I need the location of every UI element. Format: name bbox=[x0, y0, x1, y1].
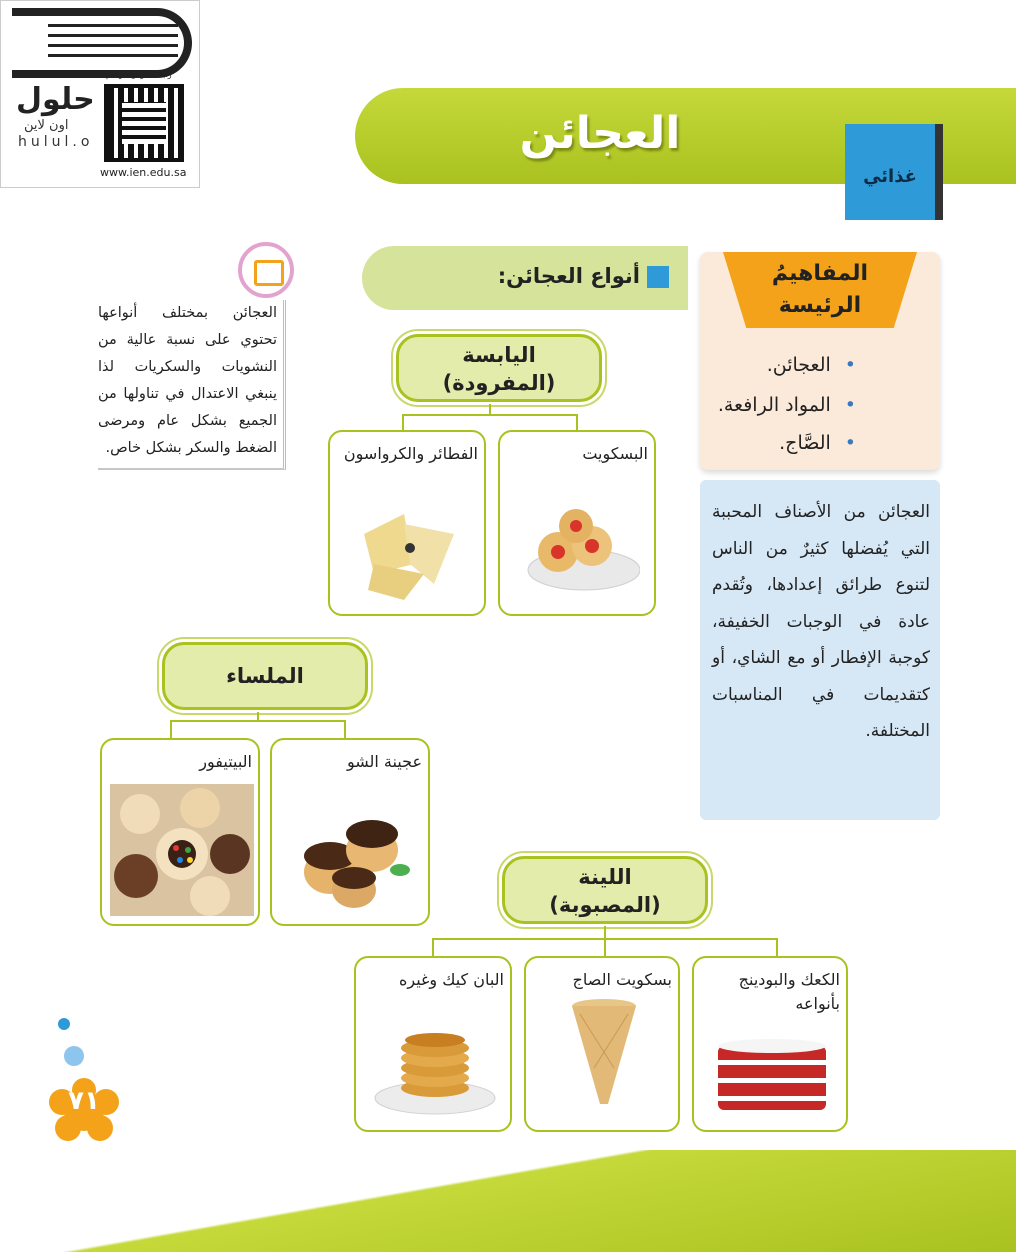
section-title: أنواع العجائن: bbox=[497, 264, 640, 288]
qr-label: رابط الدرس الرقمي bbox=[104, 70, 172, 79]
product-card-pastry bbox=[328, 430, 486, 616]
bottom-band bbox=[0, 1150, 1016, 1252]
brand-latin: hulul.o bbox=[18, 134, 94, 150]
group-smooth-pill: الملساء bbox=[162, 642, 368, 710]
product-card-petitfour bbox=[100, 738, 260, 926]
group-soft-pill: اللينة (المصبوبة) bbox=[502, 856, 708, 924]
product-label: البسكويت bbox=[582, 444, 648, 463]
brand-logo-mark bbox=[12, 8, 192, 78]
concept-item: • المواد الرافعة. bbox=[636, 394, 856, 416]
pastry-image bbox=[354, 504, 464, 604]
pancake-image bbox=[372, 1016, 498, 1116]
product-card-cone bbox=[524, 956, 680, 1132]
key-concepts-title: المفاهيمُ الرئيسة bbox=[771, 261, 869, 318]
choux-image bbox=[290, 794, 416, 912]
flower-decoration-icon bbox=[50, 1014, 110, 1074]
product-card-biscuit bbox=[498, 430, 656, 616]
cake-image bbox=[714, 1038, 830, 1120]
product-label: عجينة الشو bbox=[346, 752, 422, 771]
product-label: البيتيفور bbox=[199, 752, 252, 771]
brand-name: حلول bbox=[16, 82, 95, 117]
connector-smooth bbox=[170, 720, 346, 740]
concept-item: • الصَّاج. bbox=[636, 432, 856, 454]
concept-item: • العجائن. bbox=[636, 354, 856, 376]
product-label: البان كيك وغيره bbox=[398, 970, 504, 989]
product-card-cake bbox=[692, 956, 848, 1132]
page-title: العجائن bbox=[519, 108, 681, 159]
product-label: الكعك والبودينج بأنواعه bbox=[738, 970, 840, 1013]
product-card-choux bbox=[270, 738, 430, 926]
qr-code-icon[interactable] bbox=[104, 84, 184, 162]
product-label: الفطائر والكرواسون bbox=[343, 444, 478, 463]
intro-paragraph: العجائن من الأصناف المحببة التي يُفضلها كثيرٌ من الناس لتنوع طرائق إعدادها، وتُقدم عادة في الوجبات الخفيفة، كوجبة الإفطار أو مع الشاي، أو كتقديمات في المناسبات المختلفة. bbox=[712, 502, 930, 741]
product-card-pancake bbox=[354, 956, 512, 1132]
petitfour-image bbox=[110, 784, 254, 916]
connector-smooth-stem bbox=[257, 712, 259, 720]
section-bullet-icon bbox=[647, 266, 669, 288]
category-tab bbox=[845, 124, 943, 220]
product-label: بسكويت الصاج bbox=[572, 970, 672, 989]
connector-dry-stem bbox=[489, 404, 491, 414]
group-dry-pill: اليابسة (المفرودة) bbox=[396, 334, 602, 402]
cone-image bbox=[570, 998, 638, 1108]
biscuit-image bbox=[518, 506, 640, 596]
brand-subtitle: اون لاين bbox=[24, 118, 69, 133]
lesson-url[interactable]: www.ien.edu.sa bbox=[100, 166, 187, 179]
category-label: غذائي bbox=[863, 166, 917, 187]
side-note: العجائن بمختلف أنواعها تحتوي على نسبة عالية من النشويات والسكريات لذا ينبغي الاعتدال في تناولها من الجميع بشكل عام ومرضى الضغط والسكر بشكل خاص. bbox=[98, 300, 286, 470]
page-number: ٧١ bbox=[68, 1086, 100, 1116]
connector-soft-stem bbox=[604, 926, 606, 958]
book-icon bbox=[238, 242, 294, 298]
